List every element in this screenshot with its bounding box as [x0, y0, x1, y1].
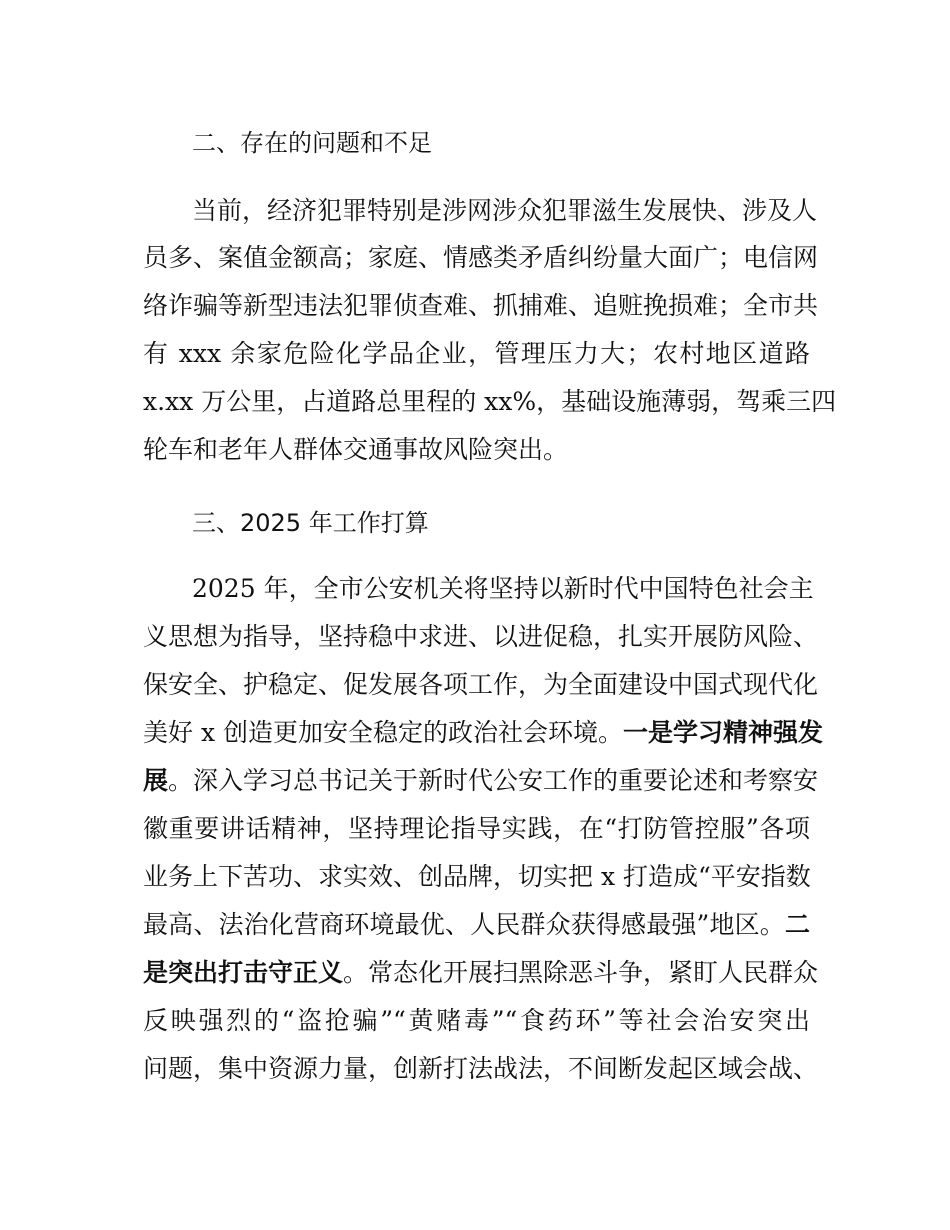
- paragraph-line: 员多、案值金额高；家庭、情感类矛盾纠纷量大面广；电信网: [143, 243, 819, 272]
- paragraph-line: [143, 950, 819, 996]
- line-text: 。常态化开展扫黑除恶斗争，紧盯人民群众: [343, 958, 819, 987]
- section-heading-plan: 三、2025 年工作打算: [192, 509, 429, 537]
- paragraph-line: 反映强烈的“盗抢骗”“黄赌毒”“食药环”等社会治安突出: [143, 1006, 810, 1035]
- paragraph-line: 络诈骗等新型违法犯罪侦查难、抓捕难、追赃挽损难；全市共: [143, 291, 819, 320]
- line-text: 最高、法治化营商环境最优、人民群众获得感最强”地区。: [143, 910, 785, 939]
- paragraph-line: 徽重要讲话精神，坚持理论指导实践，在“打防管控服”各项: [143, 814, 810, 843]
- bold-point-one-end: 展: [143, 766, 169, 795]
- paragraph-line: 轮车和老年人群体交通事故风险突出。: [143, 435, 569, 464]
- paragraph-line: [143, 902, 810, 948]
- paragraph-line: 问题，集中资源力量，创新打法战法，不间断发起区域会战、: [143, 1054, 819, 1083]
- bold-point-two-end: 是突出打击守正义: [143, 958, 344, 987]
- paragraph-line: 业务上下苦功、求实效、创品牌，切实把 x 打造成“平安指数: [143, 862, 811, 891]
- paragraph-line: 当前，经济犯罪特别是涉网涉众犯罪滋生发展快、涉及人: [192, 196, 818, 225]
- line-text: 美好 x 创造更加安全稳定的政治社会环境。: [143, 718, 623, 747]
- paragraph-line: 保安全、护稳定、促发展各项工作，为全面建设中国式现代化: [143, 670, 819, 699]
- bold-point-two: 二: [784, 910, 810, 939]
- bold-point-one: 一是学习精神强发: [623, 718, 824, 747]
- paragraph-line: x.xx 万公里，占道路总里程的 xx%，基础设施薄弱，驾乘三四: [143, 387, 837, 416]
- paragraph-line: [143, 758, 819, 804]
- paragraph-line: 有 xxx 余家危险化学品企业，管理压力大；农村地区道路: [143, 339, 810, 368]
- section-heading-problems: 二、存在的问题和不足: [192, 129, 432, 157]
- line-text: 。深入学习总书记关于新时代公安工作的重要论述和考察安: [168, 766, 819, 795]
- paragraph-line: [143, 710, 824, 756]
- paragraph-line: 义思想为指导，坚持稳中求进、以进促稳，扎实开展防风险、: [143, 622, 819, 651]
- paragraph-line: 2025 年，全市公安机关将坚持以新时代中国特色社会主: [192, 574, 814, 603]
